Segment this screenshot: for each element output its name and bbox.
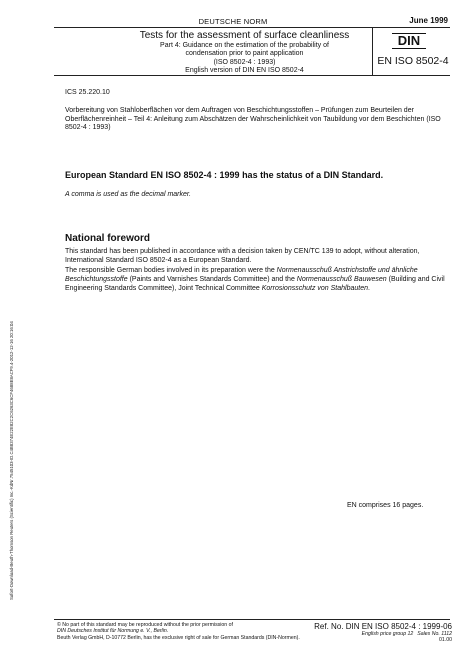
foreword-paragraph: This standard has been published in accordance with a decision taken by CEN/TC 139 to adopt, without alteration, International Standard ISO 8502-4 as a European Standard.: [65, 248, 420, 264]
top-divider: [54, 27, 450, 28]
national-foreword-heading: National foreword: [65, 233, 151, 244]
page-count-note: EN comprises 16 pages.: [347, 502, 424, 509]
committee-name: Normenausschuß Anstrichstoffe und ähnliche Beschichtungsstoffe: [65, 267, 418, 284]
reference-block: [308, 622, 452, 644]
copyright-line: DIN Deutsches Institut für Normung e. V., Berlin.: [57, 628, 169, 635]
copyright-line: © No part of this standard may be reproduced without the prior permission of: [57, 622, 233, 628]
subtitle-line: condensation prior to paint application: [185, 50, 304, 58]
national-foreword-body: [65, 248, 449, 296]
committee-name: Normenausschuß Bauwesen: [296, 276, 387, 284]
side-download-note: Sofort-Download-Beuth-Thomson Reuters (Scientific) Inc.-KdNr.7545103-ID.C4B8374E22E82C2C6263C6CF4688E8ACF9.4-2012-12-16 20:16:04: [9, 321, 14, 600]
reference-number: Ref. No. DIN EN ISO 8502-4 : 1999-06: [314, 622, 452, 631]
din-logo: [392, 33, 426, 50]
copyright-line: Beuth Verlag GmbH, D-10772 Berlin, has the exclusive right of sale for German Standards (DIN-Normen).: [57, 634, 300, 641]
subtitle-line: (ISO 8502-4 : 1993): [213, 58, 276, 66]
status-statement: European Standard EN ISO 8502-4 : 1999 has the status of a DIN Standard.: [65, 170, 384, 180]
foreword-text: .: [367, 284, 370, 292]
foreword-paragraph: [65, 267, 449, 293]
sales-number: Sales No. 1112: [417, 631, 452, 637]
german-title: Vorbereitung von Stahloberflächen vor dem Auftragen von Beschichtungsstoffen – Prüfungen zum Beurteilen der Oberflächenreinheit – Teil 4: Anleitung zum Abschätzen der Wahrscheinlichkeit von Taubildung vor dem Beschichten (ISO 8502-4 : 1993): [65, 107, 441, 132]
foreword-text: The responsible German bodies involved in its preparation were the: [65, 267, 277, 275]
ics-code: ICS 25.220.10: [65, 89, 110, 96]
subtitle-line: Part 4: Guidance on the estimation of the probability of: [160, 42, 329, 49]
publication-date: June 1999: [409, 16, 448, 25]
edition-code: 01.00: [439, 637, 452, 644]
din-logo-text: DIN: [392, 33, 426, 49]
standard-code: EN ISO 8502-4: [377, 55, 449, 67]
header-separator: [372, 28, 373, 75]
foreword-text: (Building and Civil Engineering Standards Committee), Joint Technical Committee: [65, 276, 445, 292]
document-type: DEUTSCHE NORM: [198, 17, 268, 26]
header-divider: [54, 75, 450, 76]
document-title: Tests for the assessment of surface cleanliness: [139, 30, 350, 41]
foreword-text: (Paints and Varnishes Standards Committee) and the: [127, 276, 297, 284]
committee-name: Korrosionsschutz von Stahlbauten: [261, 284, 368, 292]
copyright-notice: [57, 622, 347, 641]
price-group: English price group 12: [361, 631, 414, 637]
decimal-marker-note: A comma is used as the decimal marker.: [65, 191, 191, 198]
subtitle-line: English version of DIN EN ISO 8502-4: [185, 67, 304, 75]
footer-divider: [54, 619, 450, 620]
title-block: [117, 30, 372, 76]
